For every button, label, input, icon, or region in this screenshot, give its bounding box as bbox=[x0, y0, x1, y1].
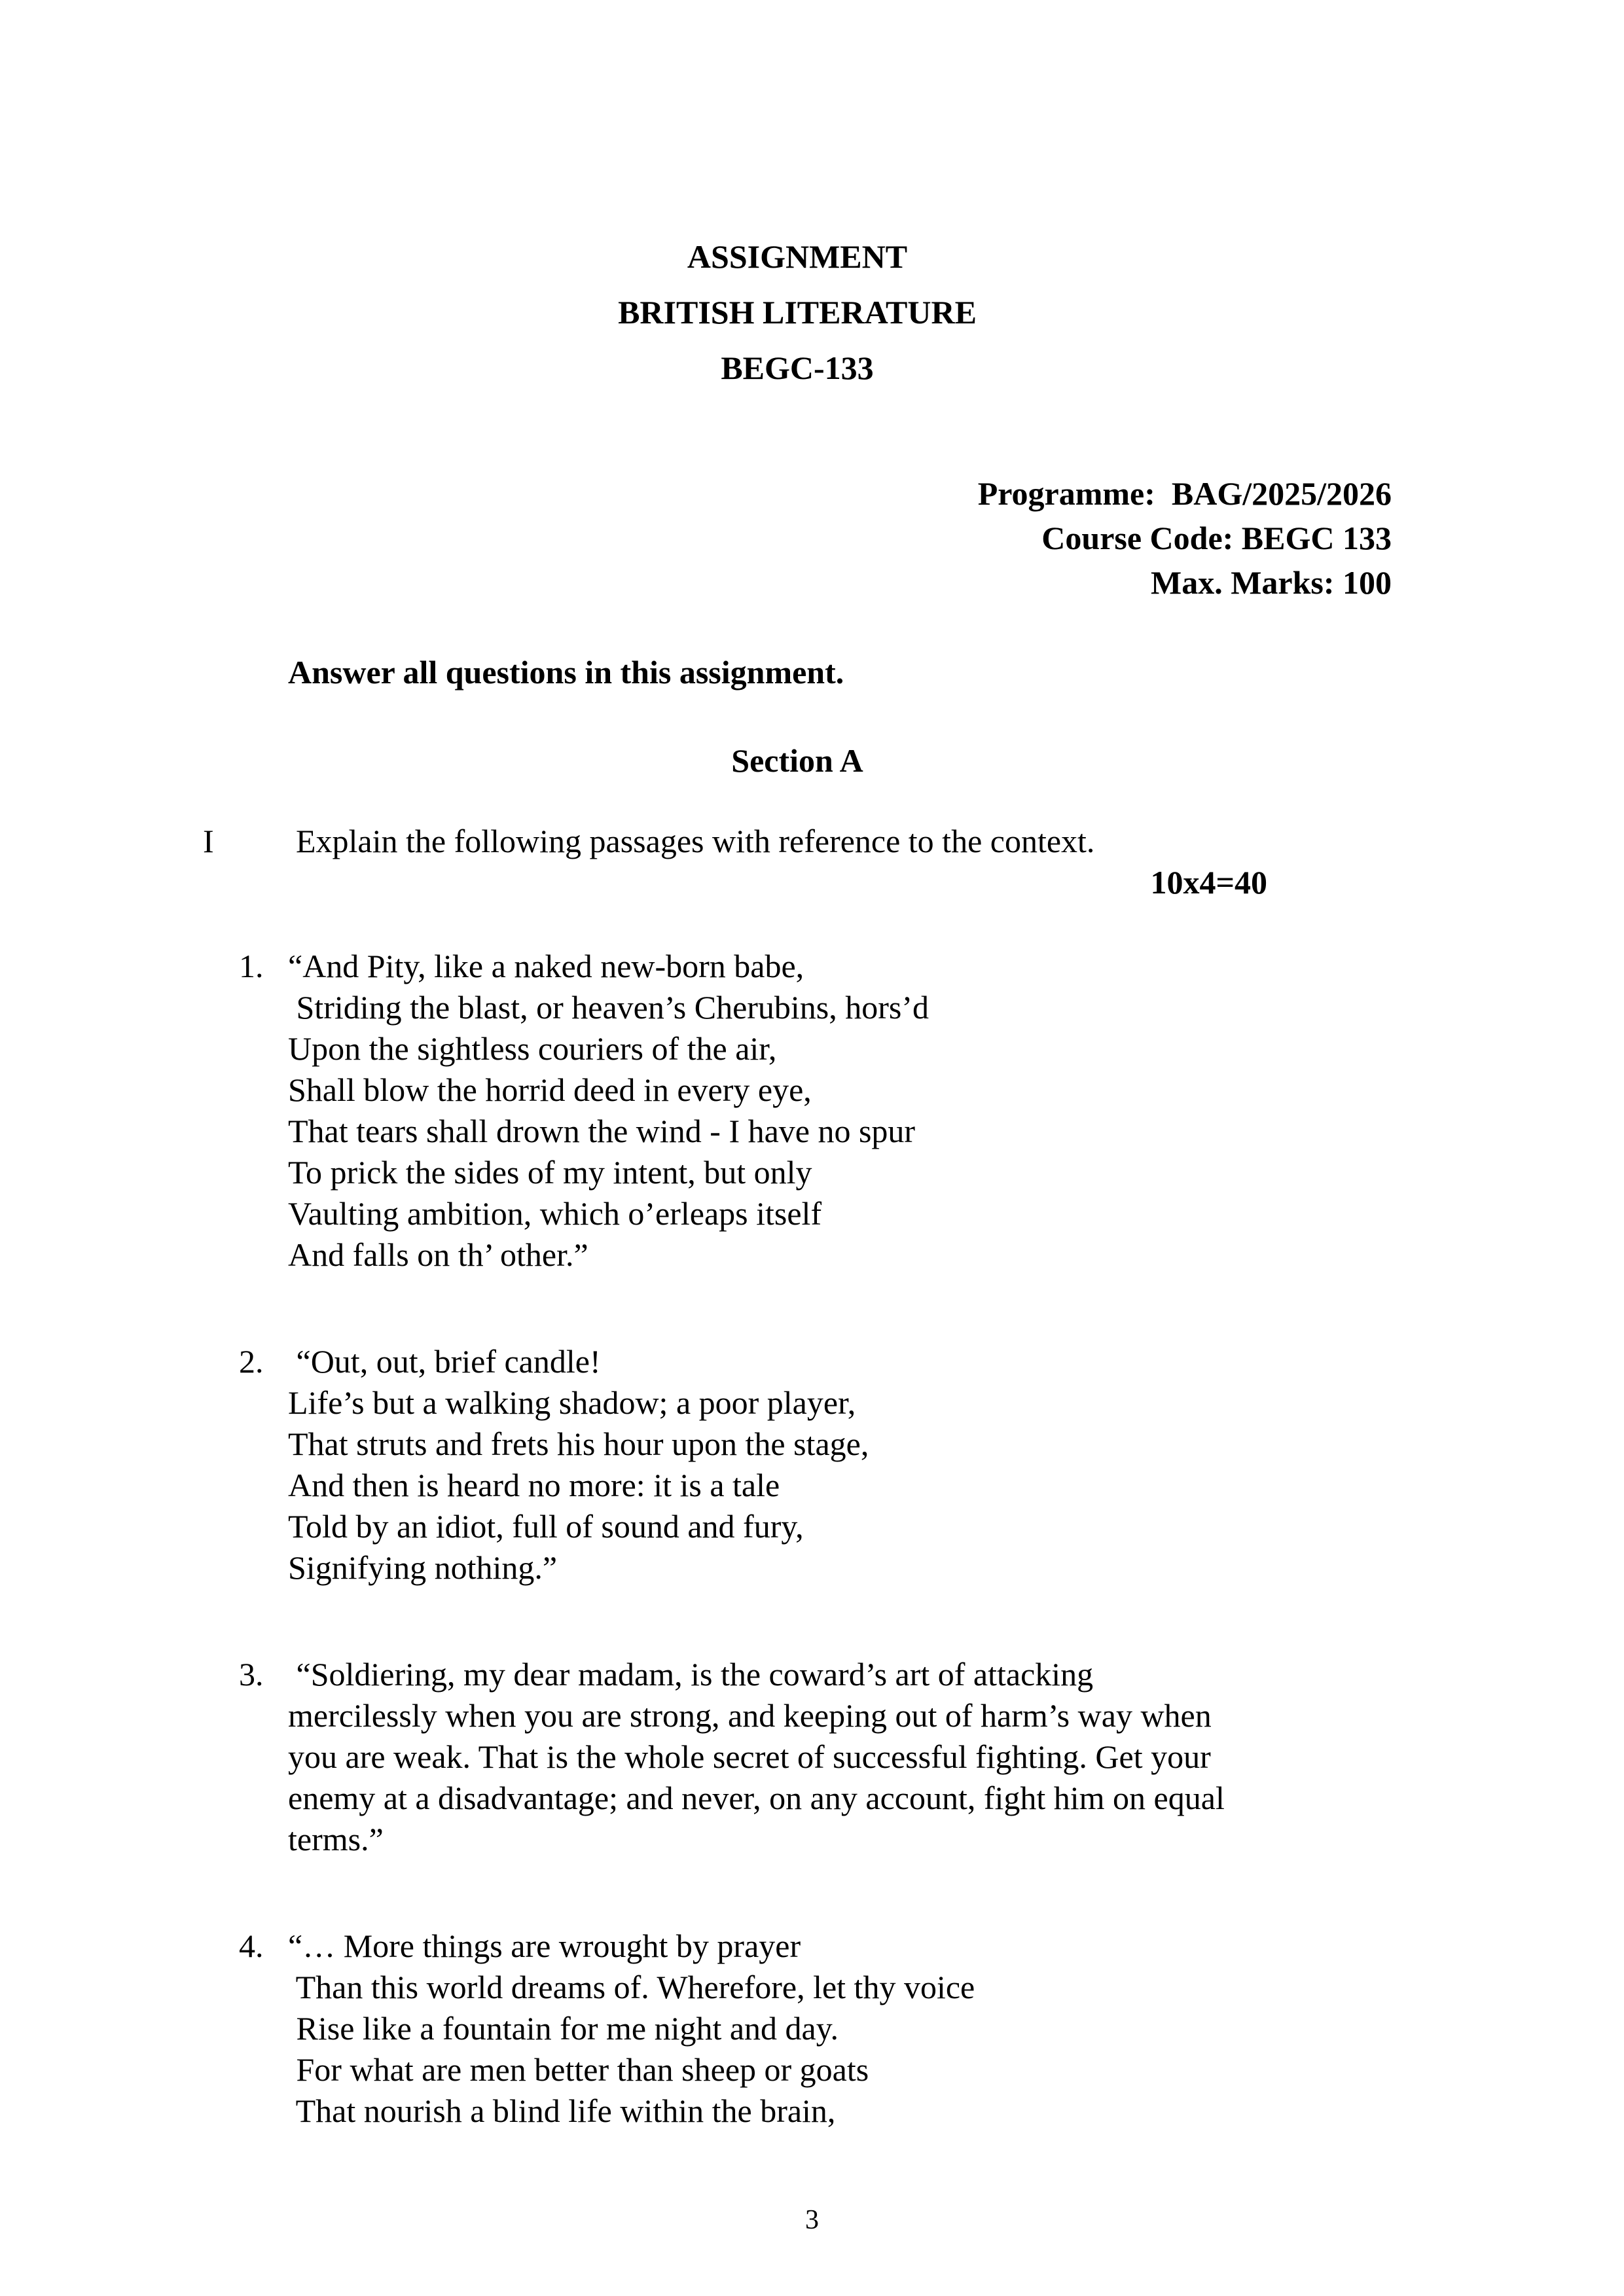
meta-course-code: Course Code: BEGC 133 bbox=[1041, 520, 1392, 556]
section-a-title: Section A bbox=[731, 742, 863, 779]
question-line: For what are men better than sheep or goats bbox=[288, 2051, 869, 2088]
section-roman-numeral: I bbox=[203, 823, 214, 859]
question-lines bbox=[288, 1341, 1392, 1588]
question-line: Striding the blast, or heaven’s Cherubins, hors’d bbox=[288, 989, 929, 1026]
question-line: To prick the sides of my intent, but only bbox=[288, 1154, 812, 1191]
assignment-instruction: Answer all questions in this assignment. bbox=[288, 654, 844, 691]
question-line: “Out, out, brief candle! bbox=[288, 1343, 601, 1380]
meta-max-marks: Max. Marks: 100 bbox=[1151, 564, 1392, 601]
question-line: Signifying nothing.” bbox=[288, 1549, 558, 1586]
question-line: And then is heard no more: it is a tale bbox=[288, 1467, 780, 1503]
question-line: “… More things are wrought by prayer bbox=[288, 1928, 801, 1964]
question-1 bbox=[239, 946, 1392, 1276]
question-number: 2. bbox=[239, 1343, 264, 1380]
question-line: That struts and frets his hour upon the stage, bbox=[288, 1426, 869, 1462]
question-line: “Soldiering, my dear madam, is the coward’s art of attacking bbox=[288, 1656, 1094, 1693]
question-lines bbox=[288, 1926, 1392, 2132]
question-number: 1. bbox=[239, 948, 264, 984]
question-3 bbox=[239, 1654, 1392, 1860]
question-line: Life’s but a walking shadow; a poor player, bbox=[288, 1384, 856, 1421]
course-meta-block bbox=[203, 471, 1392, 605]
question-line: That nourish a blind life within the brain, bbox=[288, 2092, 836, 2129]
question-line: Shall blow the horrid deed in every eye, bbox=[288, 1071, 812, 1108]
question-line: Vaulting ambition, which o’erleaps itself bbox=[288, 1195, 822, 1232]
question-line: Told by an idiot, full of sound and fury, bbox=[288, 1508, 804, 1545]
question-line: “And Pity, like a naked new-born babe, bbox=[288, 948, 804, 984]
question-number: 4. bbox=[239, 1928, 264, 1964]
question-line: Than this world dreams of. Wherefore, let thy voice bbox=[288, 1969, 975, 2005]
question-line: you are weak. That is the whole secret of successful fighting. Get your bbox=[288, 1738, 1211, 1775]
meta-programme: Programme: BAG/2025/2026 bbox=[977, 475, 1392, 512]
question-lines bbox=[288, 946, 1392, 1276]
question-line: And falls on th’ other.” bbox=[288, 1236, 588, 1273]
questions bbox=[239, 946, 1392, 2132]
question-line: enemy at a disadvantage; and never, on any account, fight him on equal bbox=[288, 1780, 1225, 1816]
question-4 bbox=[239, 1926, 1392, 2132]
assignment-title-block bbox=[203, 229, 1392, 396]
section-prompt-text: Explain the following passages with reference to the context. bbox=[296, 823, 1095, 859]
question-line: mercilessly when you are strong, and keeping out of harm’s way when bbox=[288, 1697, 1212, 1734]
section-marks: 10x4=40 bbox=[1150, 864, 1267, 901]
page-number: 3 bbox=[805, 2205, 819, 2235]
question-lines bbox=[288, 1654, 1392, 1860]
question-line: That tears shall drown the wind - I have no spur bbox=[288, 1113, 916, 1149]
section-prompt-row bbox=[203, 821, 1392, 862]
title-line-assignment: ASSIGNMENT bbox=[687, 238, 908, 275]
question-line: terms.” bbox=[288, 1821, 384, 1857]
title-line-course-code: BEGC-133 bbox=[721, 350, 874, 386]
question-line: Rise like a fountain for me night and day. bbox=[288, 2010, 839, 2047]
question-line: Upon the sightless couriers of the air, bbox=[288, 1030, 777, 1067]
title-line-course-name: BRITISH LITERATURE bbox=[618, 294, 977, 331]
question-number: 3. bbox=[239, 1656, 264, 1693]
question-2 bbox=[239, 1341, 1392, 1588]
